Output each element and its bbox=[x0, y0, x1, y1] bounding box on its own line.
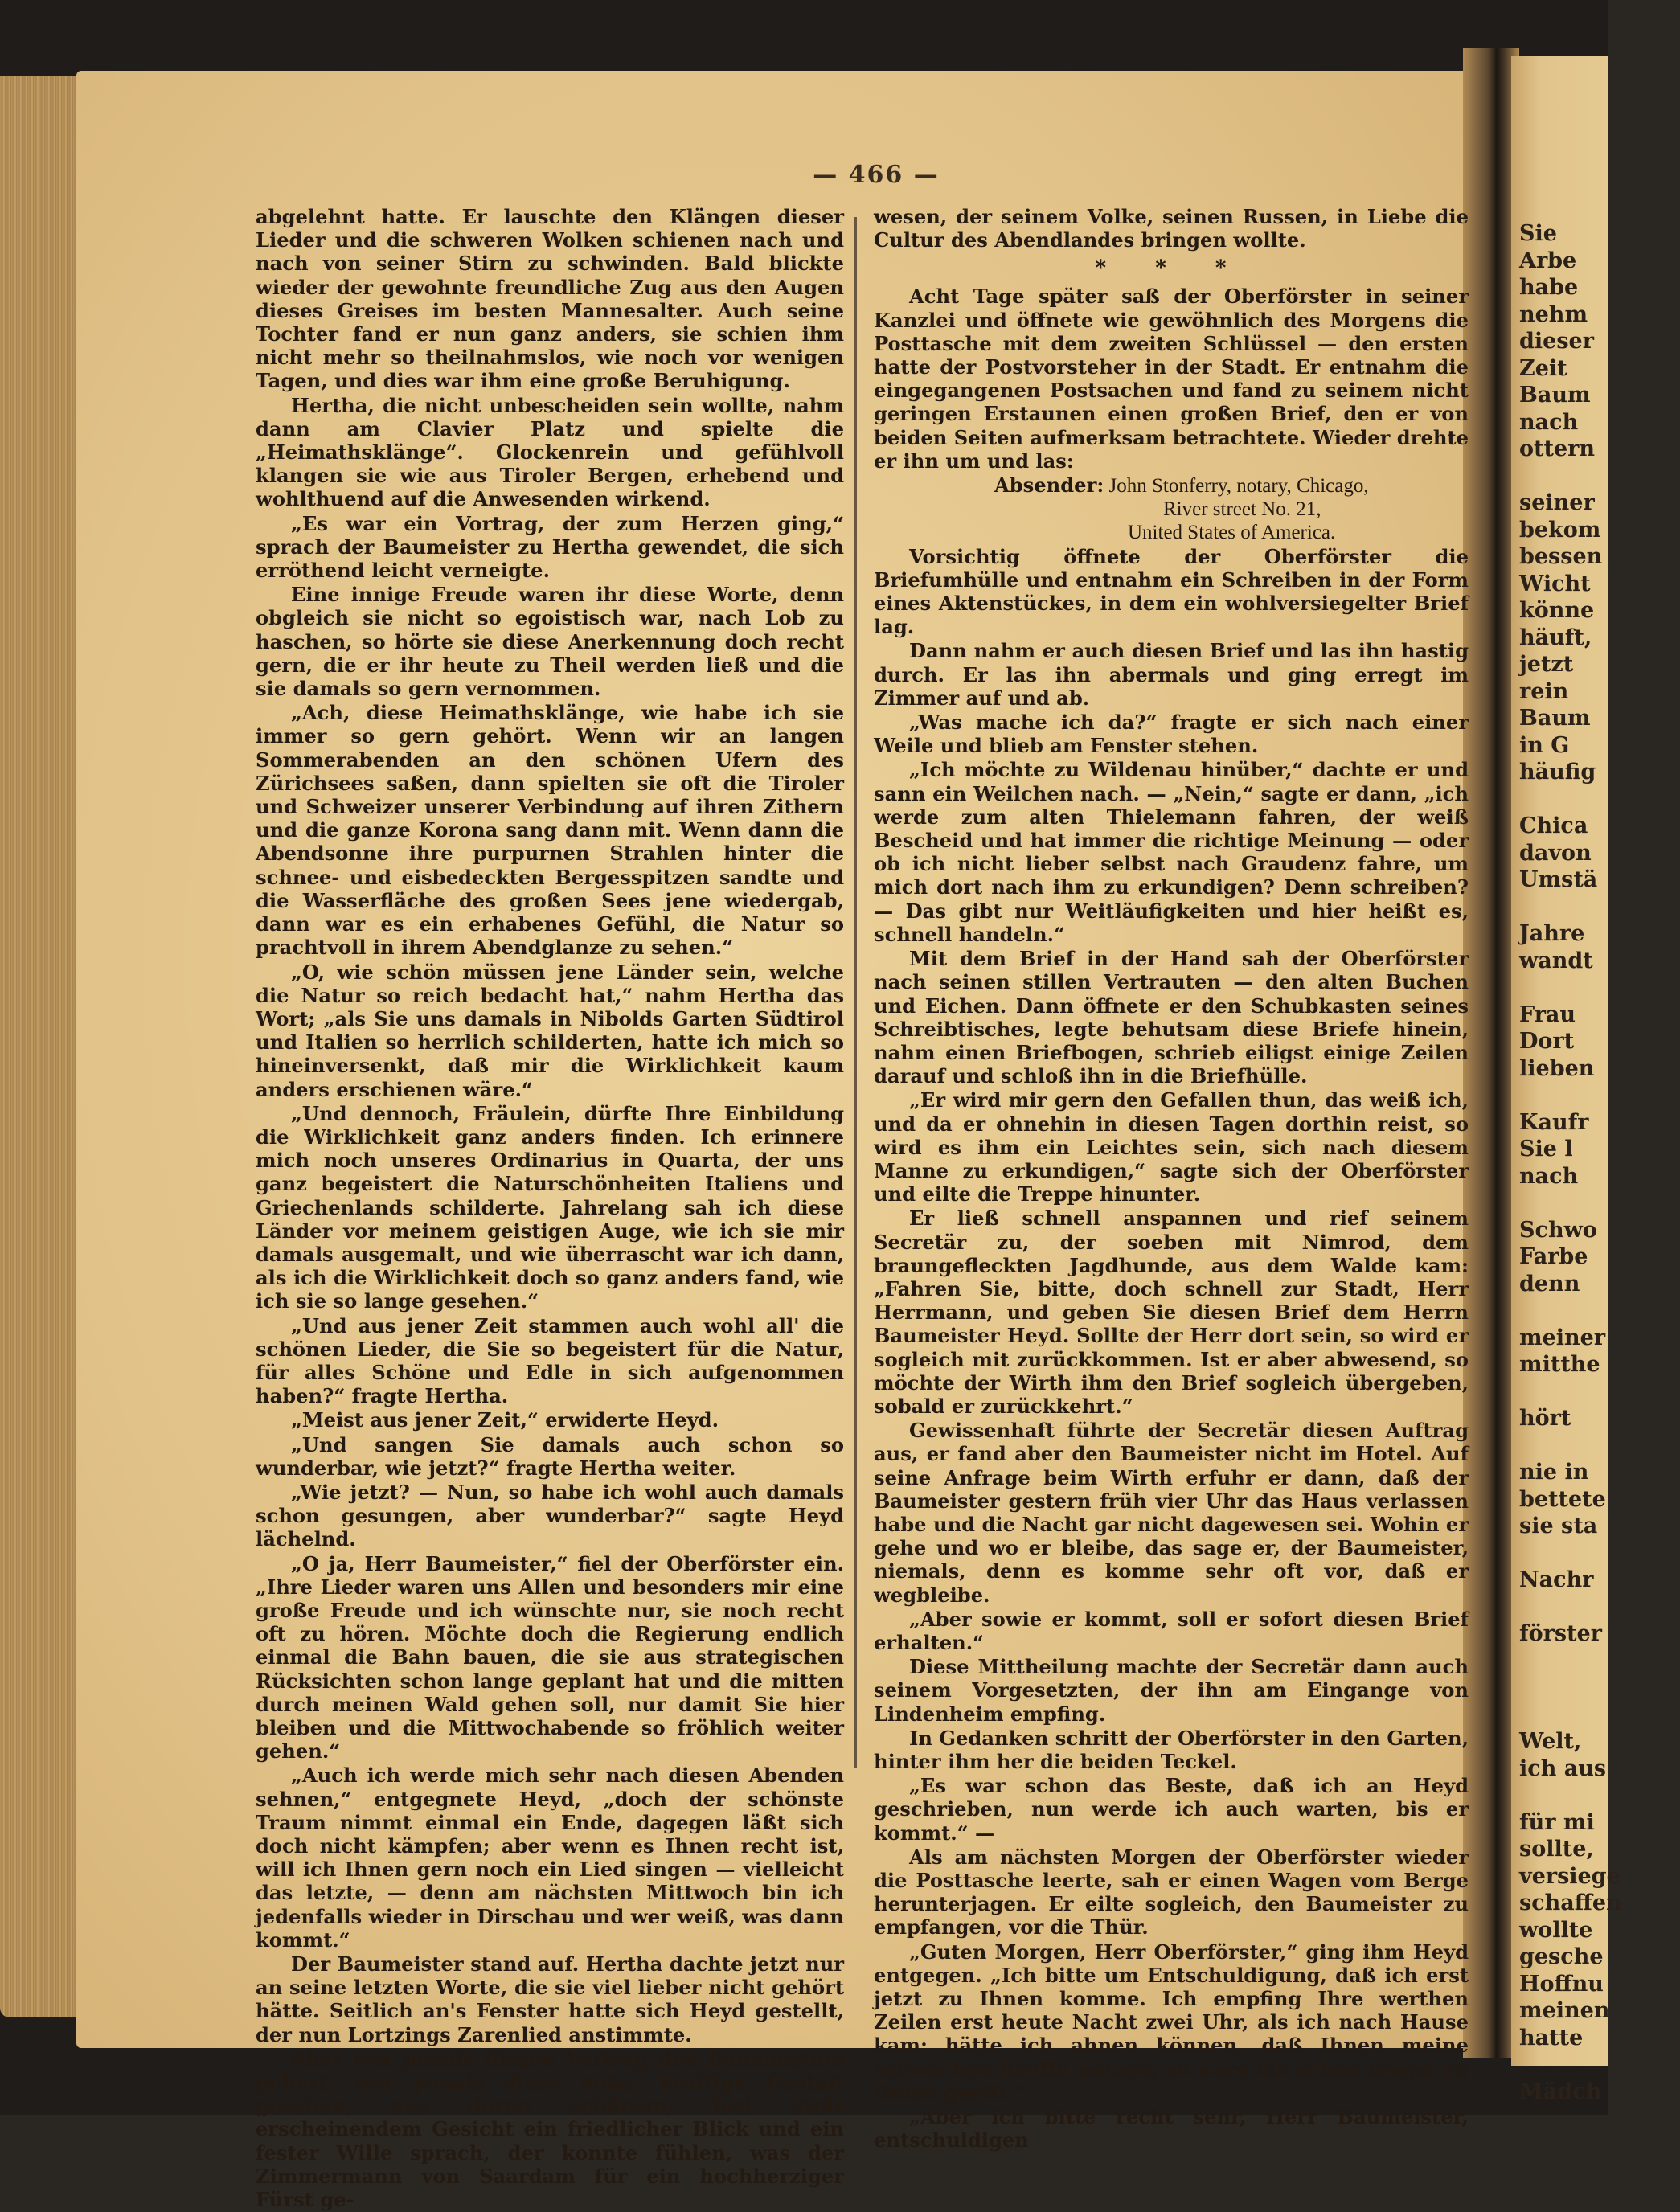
right-page-fragment bbox=[1519, 1541, 1680, 1568]
adjacent-right-page bbox=[1511, 56, 1622, 2104]
right-page-fragment: Nachr bbox=[1519, 1567, 1594, 1592]
paragraph: „O ja, Herr Baumeister,“ fiel der Oberförster ein. „Ihre Lieder waren uns Allen und besonders mir eine große Freude und ich wünschte nur, sie noch recht oft zu hören. Möchte doch die Regierung endlich einmal die Bahn bauen, die sie aus strategischen Rücksichten schon lange geplant hat und die mitten durch meinen Wald gehen soll, nur damit Sie hier bleiben und die Mittwochabende so fröhlich weiter gehen.“ bbox=[256, 1551, 844, 1763]
paragraph: Gewissenhaft führte der Secretär diesen Auftrag aus, er fand aber den Baumeister nicht im Hotel. Auf seine Anfrage beim Wirth erfuhr er dann, daß der Baumeister gestern früh vier Uhr das Haus verlassen habe und die Nacht gar nicht dagewesen sei. Wohin er gehe und wo er bleibe, das sage er, der Baumeister, niemals, denn es komme sehr oft vor, daß er wegbleibe. bbox=[874, 1419, 1469, 1607]
right-page-fragment: denn bbox=[1519, 1271, 1580, 1296]
right-page-fragment: wollte bbox=[1519, 1917, 1593, 1943]
right-text-column bbox=[874, 205, 1469, 2153]
paragraph: „Was mache ich da?“ fragte er sich nach einer Weile und blieb am Fenster stehen. bbox=[874, 711, 1469, 758]
right-page-fragment: lieben bbox=[1519, 1055, 1595, 1081]
sender-name: John Stonferry, notary, Chicago, bbox=[1108, 475, 1369, 498]
paragraph: „O, wie schön müssen jene Länder sein, welche die Natur so reich bedacht hat,“ nahm Hertha das Wort; „als Sie uns damals in Nibolds Garten Südtirol und Italien so herrlich schilderten, hatte ich mich so hineinversenkt, daß mir die Wirklichkeit kaum anders erschienen wäre.“ bbox=[256, 960, 844, 1101]
paragraph: „Guten Morgen, Herr Oberförster,“ ging ihm Heyd entgegen. „Ich bitte um Entschuldigung, daß ich erst jetzt zu Ihnen komme. Ich empfing Ihre werthen Zeilen erst heute Nacht zwei Uhr, als ich nach Hause kam; hätte ich ahnen können, daß Ihnen meine schwachen Kräfte nützen, so wäre ich schon längst zu Ihnen geeilt.“ bbox=[874, 1940, 1469, 2104]
right-page-fragment: nie in bbox=[1519, 1460, 1589, 1485]
right-page-fragment: sollte, bbox=[1519, 1837, 1594, 1862]
right-page-fragment bbox=[1519, 1649, 1680, 1676]
right-page-fragment: Frau bbox=[1519, 1002, 1576, 1027]
paragraph: „Ich möchte zu Wildenau hinüber,“ dachte er und sann ein Weilchen nach. — „Nein,“ sagte er dann, „ich werde zum alten Thielemann fahren, der weiß Bescheid und hat immer die richtige Meinung — oder ob ich nicht lieber selbst nach Graudenz fahre, um mich dort nach ihm zu erkundigen? Denn schreiben? — Das gibt nur Weitläufigkeiten und hier heißt es, schnell handeln.“ bbox=[874, 758, 1469, 946]
right-page-fragment bbox=[1519, 895, 1680, 922]
paragraph: „Auch ich werde mich sehr nach diesen Abenden sehnen,“ entgegnete Heyd, „doch der schönste Traum nimmt einmal ein Ende, dagegen läßt sich doch nicht kämpfen; aber wenn es Ihnen recht ist, will ich Ihnen gern noch ein Lied singen — vielleicht das letzte, — denn am nächsten Mittwoch bin ich jedenfalls wieder in Dirschau und wer weiß, was dann kommt.“ bbox=[256, 1763, 844, 1952]
right-page-fragment: Umstä bbox=[1519, 867, 1598, 892]
right-page-fragment: hört bbox=[1519, 1406, 1571, 1431]
paragraph: „Es war schon das Beste, daß ich an Heyd geschrieben, nun werde ich auch warten, bis er kommt.“ — bbox=[874, 1774, 1469, 1845]
sender-line-2: River street No. 21, bbox=[1163, 498, 1321, 521]
right-page-fragment: nach bbox=[1519, 409, 1579, 435]
right-page-fragment: gesche bbox=[1519, 1944, 1604, 1969]
paragraph: Hertha, die nicht unbescheiden sein wollte, nahm dann am Clavier Platz und spielte die „Heimathsklänge“. Glockenrein und gefühlvoll klangen sie wie aus Tiroler Bergen, erhebend und wohlthuend auf die Anwesenden wirkend. bbox=[256, 393, 844, 511]
right-page-fragment: nach bbox=[1519, 1163, 1579, 1189]
right-page-fragment: hatte bbox=[1519, 2025, 1584, 2050]
right-column-bottom bbox=[874, 545, 1469, 2153]
right-page-fragment bbox=[1519, 787, 1680, 814]
paragraph: „Und aus jener Zeit stammen auch wohl all' die schönen Lieder, die Sie so begeistert für die Natur, für alles Schöne und Edle in sich aufgenommen haben?“ fragte Hertha. bbox=[256, 1313, 844, 1408]
right-page-fragment: bessen bbox=[1519, 544, 1603, 569]
right-page-fragment: wandt bbox=[1519, 948, 1593, 973]
book-page-edges bbox=[0, 76, 80, 2017]
paragraph: Diese Mittheilung machte der Secretär dann auch seinem Vorgesetzten, der ihn am Eingange von Lindenheim empfing. bbox=[874, 1655, 1469, 1726]
right-page-fragment: bettete bbox=[1519, 1486, 1606, 1512]
paragraph: abgelehnt hatte. Er lauschte den Klängen dieser Lieder und die schweren Wolken schienen nach und nach von seiner Stirn zu schwinden. Bald blickte wieder der gewohnte freundliche Zug aus den Augen dieses Greises im besten Mannesalter. Auch seine Tochter fand er nun ganz anders, sie schien ihm nicht mehr so theilnahmslos, wie noch vor wenigen Tagen, und dies war ihm eine große Beruhigung. bbox=[256, 205, 844, 393]
right-page-fragment bbox=[1519, 1083, 1680, 1110]
section-separator: * * * bbox=[1095, 256, 1248, 281]
right-page-fragment bbox=[1519, 975, 1680, 1002]
paragraph: Acht Tage später saß der Oberförster in seiner Kanzlei und öffnete wie gewöhnlich des Morgens die Posttasche mit dem zweiten Schlüssel — den ersten hatte der Postvorsteher in der Stadt. Er entnahm die eingegangenen Postsachen und fand zu seinem nicht geringen Erstaunen einen großen Brief, den er von beiden Seiten aufmerksam betrachtete. Wieder drehte er ihn um und las: bbox=[874, 285, 1469, 473]
right-page-fragment: förster bbox=[1519, 1621, 1602, 1646]
letter-sender-block bbox=[874, 473, 1469, 545]
right-page-fragment: Dort bbox=[1519, 1029, 1575, 1054]
right-page-fragment bbox=[1519, 1190, 1680, 1218]
right-page-fragment: Zeit bbox=[1519, 355, 1567, 381]
right-page-fragment: davon bbox=[1519, 840, 1592, 866]
paragraph: wesen, der seinem Volke, seinen Russen, in Liebe die Cultur des Abendlandes bringen wollte. bbox=[874, 205, 1469, 252]
sender-label: Absender: bbox=[994, 473, 1104, 498]
right-page-fragment: Arbe bbox=[1519, 248, 1577, 273]
paragraph: Mit dem Brief in der Hand sah der Oberförster nach seinen stillen Vertrauten — den alten Buchen und Eichen. Dann öffnete er den Schubkasten seines Schreibtisches, legte behutsam diese Briefe hinein, nahm einen Briefbogen, schrieb eiligst einige Zeilen darauf und schloß ihn in die Briefhülle. bbox=[874, 947, 1469, 1088]
paragraph: „Aber ich bitte recht sehr, Herr Baumeister, entschuldigen bbox=[874, 2105, 1469, 2153]
paragraph: Der Baumeister stand auf. Hertha dachte jetzt nur an seine letzten Worte, die sie viel lieber nicht gehört hätte. Seitlich an's Fenster hatte sich Heyd gestellt, der nun Lortzings Zarenlied anstimmte. bbox=[256, 1952, 844, 2046]
right-page-fragment: häuft, bbox=[1519, 625, 1592, 650]
right-page-fragment: ottern bbox=[1519, 436, 1595, 461]
paragraph: „Wie jetzt? — Nun, so habe ich wohl auch damals schon gesungen, aber wunderbar?“ sagte Heyd lächelnd. bbox=[256, 1480, 844, 1551]
right-page-fragment: Baum bbox=[1519, 706, 1591, 731]
paragraph: Eine innige Freude waren ihr diese Worte, denn obgleich sie nicht so egoistisch war, nach Lob zu haschen, so hörte sie diese Anerkennung doch recht gern, die er ihr heute zu Theil werden ließ und die sie damals so gern vernommen. bbox=[256, 583, 844, 701]
right-page-fragment: jetzt bbox=[1519, 652, 1574, 677]
right-page-fragment: versiege bbox=[1519, 1863, 1621, 1889]
paragraph: „Ach, diese Heimathsklänge, wie habe ich sie immer so gern gehört. Wenn wir an langen Sommerabenden an den schönen Ufern des Zürichsees saßen, dann spielten sie oft die Tiroler und Schweizer unserer Verbindung auf ihren Zithern und die ganze Korona sang dann mit. Wenn dann die Abendsonne ihre purpurnen Strahlen hinter die schnee- und eisbedeckten Bergesspitzen sandte und die Wasserfläche des großen Sees jene wiedergab, dann war es ein erhabenes Gefühl, die Natur so prachtvoll in ihrem Abendglanze zu sehen.“ bbox=[256, 701, 844, 960]
paragraph: Er ließ schnell anspannen und rief seinem Secretär zu, der soeben mit Nimrod, dem braungefleckten Jagdhunde, aus dem Walde kam: „Fahren Sie, bitte, doch schnell zur Stadt, Herr Herrmann, und geben Sie diesen Brief dem Herrn Baumeister Heyd. Sollte der Herr dort sein, so wird er sogleich mit zurückkommen. Ist er aber abwesend, so möchte der Wirth ihm den Brief sogleich übergeben, sobald er zurückkehrt.“ bbox=[874, 1206, 1469, 1418]
right-page-fragment bbox=[1519, 1783, 1680, 1810]
right-page-fragment: Chica bbox=[1519, 813, 1588, 838]
paragraph: „Aber sowie er kommt, soll er sofort diesen Brief erhalten.“ bbox=[874, 1607, 1469, 1654]
right-page-fragment: dieser bbox=[1519, 329, 1594, 354]
right-page-fragment: Wicht bbox=[1519, 571, 1591, 596]
paragraph: Als am nächsten Morgen der Oberförster wieder die Posttasche leerte, sah er einen Wagen vom Berge herunterjagen. Er eilte sogleich, den Baumeister zu empfangen, vor die Thür. bbox=[874, 1845, 1469, 1940]
right-page-fragment: rein bbox=[1519, 678, 1569, 704]
paragraph: „Meist aus jener Zeit,“ erwiderte Heyd. bbox=[291, 1408, 719, 1432]
right-page-fragment: Baum bbox=[1519, 383, 1591, 408]
sender-line-1 bbox=[874, 473, 1469, 498]
right-column-mid bbox=[874, 285, 1469, 473]
right-page-fragment bbox=[1519, 1298, 1680, 1325]
right-column-top bbox=[874, 205, 1469, 252]
right-page-fragment: meinen bbox=[1519, 1998, 1610, 2023]
right-page-fragment: meiner bbox=[1519, 1325, 1606, 1350]
right-page-fragment: mitthe bbox=[1519, 1352, 1600, 1377]
left-text-column bbox=[256, 205, 844, 2212]
right-page-fragment: Schwo bbox=[1519, 1217, 1597, 1243]
paragraph: Dann nahm er auch diesen Brief und las ihn hastig durch. Er las ihn abermals und ging erregt im Zimmer auf und ab. bbox=[874, 639, 1469, 710]
right-page-fragment: könne bbox=[1519, 598, 1595, 623]
right-page-fragment bbox=[1519, 1702, 1680, 1730]
right-page-fragment bbox=[1519, 1595, 1680, 1622]
paragraph: Vorsichtig öffnete der Oberförster die Briefumhülle und entnahm ein Schreiben in der Form eines Aktenstückes, in dem ein wohlversiegelter Brief lag. bbox=[874, 544, 1469, 639]
paragraph: „Und sangen Sie damals auch schon so wunderbar, wie jetzt?“ fragte Hertha weiter. bbox=[256, 1432, 844, 1480]
right-page-fragment: für mi bbox=[1519, 1809, 1595, 1835]
right-page-fragment bbox=[1519, 1675, 1680, 1702]
sender-line-3: United States of America. bbox=[1128, 522, 1336, 544]
right-page-fragment: häufig bbox=[1519, 760, 1596, 784]
right-page-fragment: Kaufr bbox=[1519, 1109, 1589, 1135]
right-page-fragment: Hoffnu bbox=[1519, 1971, 1604, 1997]
right-page-fragment bbox=[1519, 1379, 1680, 1407]
right-page-fragment: Sie bbox=[1519, 221, 1557, 246]
right-page-fragment: Sie l bbox=[1519, 1137, 1573, 1161]
right-page-fragment: sie sta bbox=[1519, 1514, 1598, 1538]
right-page-fragment: ich aus bbox=[1519, 1755, 1607, 1781]
right-page-fragment: Farbe bbox=[1519, 1244, 1588, 1269]
right-page-fragment: bekom bbox=[1519, 517, 1601, 543]
right-page-fragment: Jahre bbox=[1519, 921, 1585, 946]
right-page-fragment: Welt, bbox=[1519, 1729, 1582, 1754]
right-page-fragment bbox=[1519, 464, 1680, 491]
right-page-fragment: habe bbox=[1519, 275, 1579, 300]
page-number: — 466 — bbox=[813, 161, 940, 189]
right-page-fragment: schaffen bbox=[1519, 1890, 1622, 1915]
right-page-fragment: nehm bbox=[1519, 301, 1588, 327]
paragraph: „Und dennoch, Fräulein, dürfte Ihre Einbildung die Wirklichkeit ganz anders finden. Ich erinnere mich noch unseres Ordinarius in Quarta, der uns ganz begeistert die Naturschönheiten Italiens und Griechenlands schilderte. Jahrelang sah ich diese Länder vor meinem geistigen Auge, wie ich sie mir damals ausgemalt, und wie überrascht war ich dann, als ich die Wirklichkeit doch so ganz anders fand, wie ich sie so lange gesehen.“ bbox=[256, 1101, 844, 1313]
column-divider bbox=[854, 217, 857, 1768]
right-page-fragment: Mädch bbox=[1519, 2079, 1602, 2104]
right-page-fragment: in G bbox=[1519, 732, 1570, 758]
right-page-fragment bbox=[1519, 1433, 1680, 1460]
right-page-fragment bbox=[1519, 2052, 1680, 2079]
paragraph: In Gedanken schritt der Oberförster in den Garten, hinter ihm her die beiden Teckel. bbox=[874, 1726, 1469, 1773]
paragraph: „Er wird mir gern den Gefallen thun, das weiß ich, und da er ohnehin in diesen Tagen dorthin reist, so wird es ihm ein Leichtes sein, sich nach diesem Manne zu erkundigen,“ sagte sich der Oberförster und eilte die Treppe hinunter. bbox=[874, 1088, 1469, 1206]
paragraph: Aber wer jemals diesen Vortrag des Baumeisters gehört, wer jemals diese hohe, kräftige Gestalt gesehen, aus deren schönem, fast stolz erscheinendem Gesicht ein friedlicher Blick und ein fester Wille sprach, der konnte fühlen, was der Zimmermann von Saardam für ein hochherziger Fürst ge- bbox=[256, 2046, 844, 2212]
right-page-fragment: seiner bbox=[1519, 490, 1595, 515]
paragraph: „Es war ein Vortrag, der zum Herzen ging,“ sprach der Baumeister zu Hertha gewendet, die sich erröthend leicht verneigte. bbox=[256, 511, 844, 583]
